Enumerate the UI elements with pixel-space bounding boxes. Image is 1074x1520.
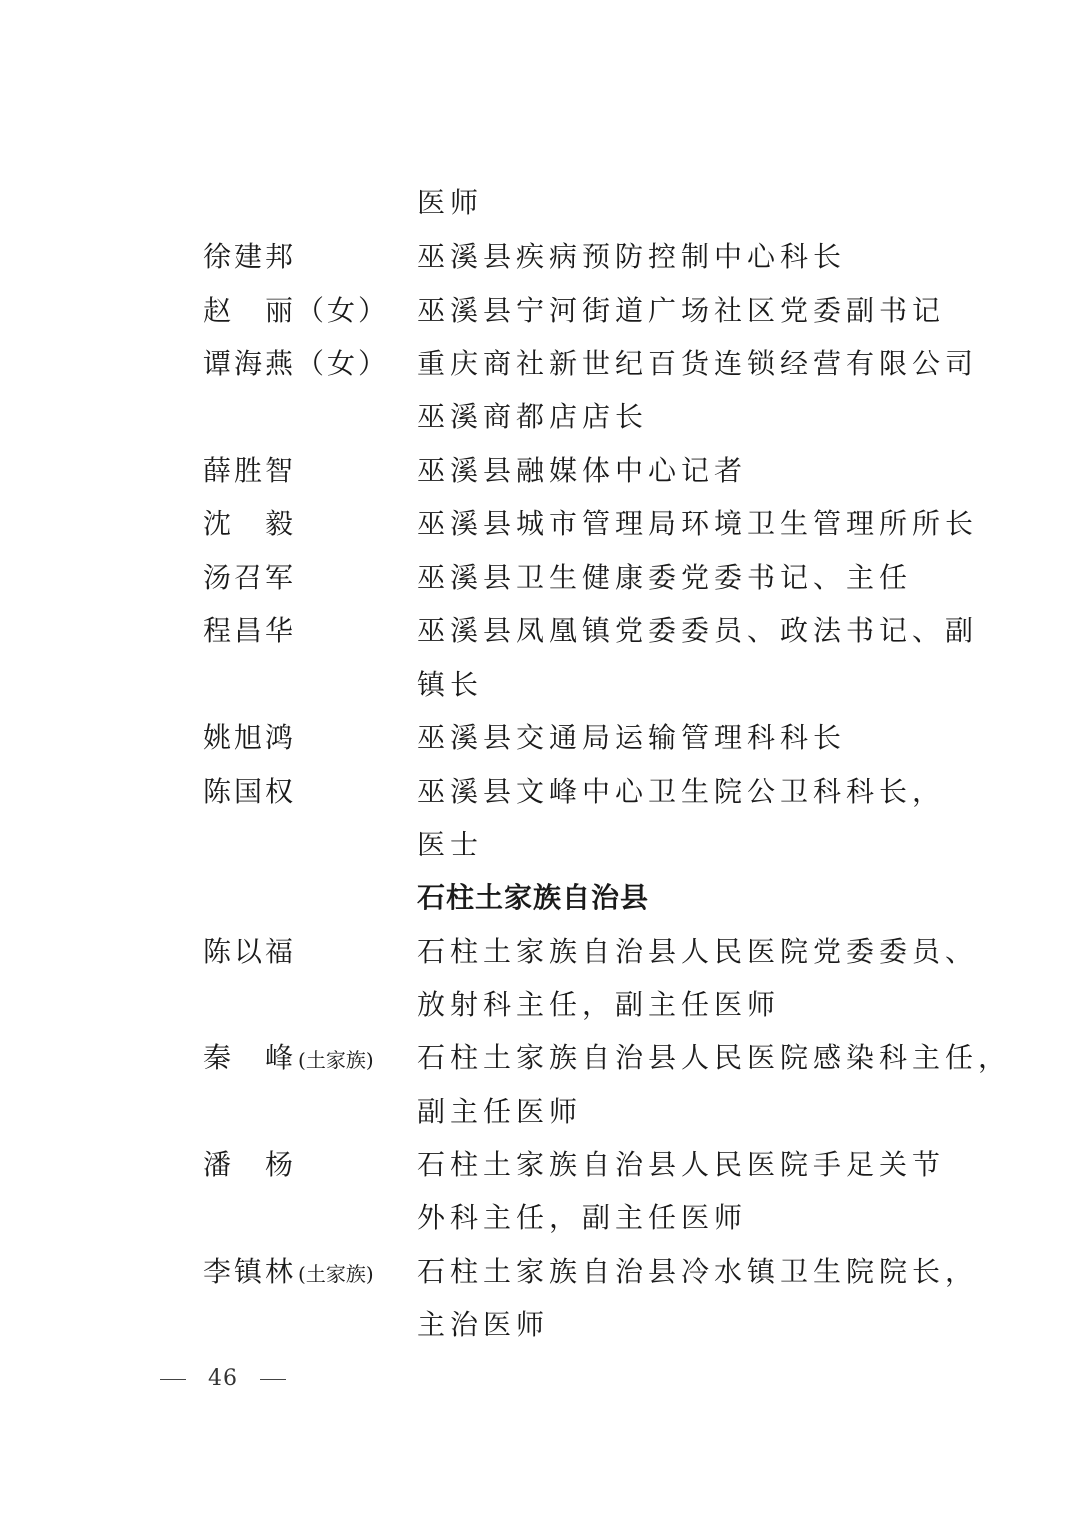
entry-name: 潘 杨 (203, 1148, 297, 1181)
list-line (0, 925, 1074, 979)
entry-description: 医师 (417, 186, 484, 219)
list-line (0, 337, 1074, 391)
entry-name: 陈以福 (203, 935, 297, 968)
entry-name: 赵 丽（女） (203, 294, 390, 327)
entry-description: 石柱土家族自治县人民医院党委委员、 (417, 935, 979, 968)
list-line (0, 1191, 1074, 1245)
list-line (0, 444, 1074, 498)
entry-name: 徐建邦 (203, 240, 297, 273)
list-line (0, 551, 1074, 605)
entry-name (203, 1245, 374, 1301)
entry-description: 巫溪县卫生健康委党委书记、主任 (417, 561, 913, 594)
entry-description: 放射科主任，副主任医师 (417, 988, 781, 1021)
list-line (0, 176, 1074, 230)
entry-description: 巫溪县疾病预防控制中心科长 (417, 240, 847, 273)
section-heading: 石柱土家族自治县 (417, 881, 650, 914)
entry-description: 石柱土家族自治县人民医院感染科主任， (417, 1041, 1012, 1074)
list-line (0, 818, 1074, 872)
page-number: 46 (208, 1366, 238, 1391)
entry-description: 石柱土家族自治县人民医院手足关节 (417, 1148, 946, 1181)
list-line (0, 497, 1074, 551)
list-line (0, 1031, 1074, 1085)
entry-name-text: 秦 峰 (203, 1041, 297, 1074)
list-line (0, 1138, 1074, 1192)
page-footer (160, 1362, 286, 1396)
list-line (0, 1085, 1074, 1139)
entry-description: 巫溪商都店店长 (417, 400, 649, 433)
list-line (0, 711, 1074, 765)
entry-description: 巫溪县文峰中心卫生院公卫科科长， (417, 775, 946, 808)
entry-description: 外科主任，副主任医师 (417, 1201, 748, 1234)
entry-name (203, 1031, 374, 1087)
list-line (0, 1245, 1074, 1299)
list-line (0, 604, 1074, 658)
footer-dash-left (160, 1379, 186, 1380)
entry-description: 镇长 (417, 668, 484, 701)
ethnicity-tag: (土家族) (298, 1262, 374, 1286)
footer-dash-right (260, 1379, 286, 1380)
entry-description: 巫溪县融媒体中心记者 (417, 454, 748, 487)
entry-name: 姚旭鸿 (203, 721, 297, 754)
entry-description: 副主任医师 (417, 1095, 583, 1128)
entry-description: 巫溪县宁河街道广场社区党委副书记 (417, 294, 946, 327)
list-line (0, 658, 1074, 712)
entry-description: 巫溪县交通局运输管理科科长 (417, 721, 847, 754)
entry-description: 重庆商社新世纪百货连锁经营有限公司 (417, 347, 979, 380)
entry-name: 薛胜智 (203, 454, 297, 487)
entry-description: 石柱土家族自治县冷水镇卫生院院长， (417, 1255, 979, 1288)
entry-description: 主治医师 (417, 1308, 550, 1341)
list-line (0, 390, 1074, 444)
entry-name: 汤召军 (203, 561, 297, 594)
list-line (0, 284, 1074, 338)
entry-name: 谭海燕（女） (203, 347, 390, 380)
entry-name: 沈 毅 (203, 507, 297, 540)
entry-name: 程昌华 (203, 614, 297, 647)
list-line (0, 978, 1074, 1032)
entry-description: 巫溪县城市管理局环境卫生管理所所长 (417, 507, 979, 540)
list-line (0, 1298, 1074, 1352)
entry-description: 巫溪县凤凰镇党委委员、政法书记、副 (417, 614, 979, 647)
list-line (0, 871, 1074, 925)
entry-description: 医士 (417, 828, 484, 861)
entry-name-text: 李镇林 (203, 1255, 297, 1288)
entry-name: 陈国权 (203, 775, 297, 808)
list-line (0, 230, 1074, 284)
ethnicity-tag: (土家族) (298, 1048, 374, 1072)
list-line (0, 765, 1074, 819)
